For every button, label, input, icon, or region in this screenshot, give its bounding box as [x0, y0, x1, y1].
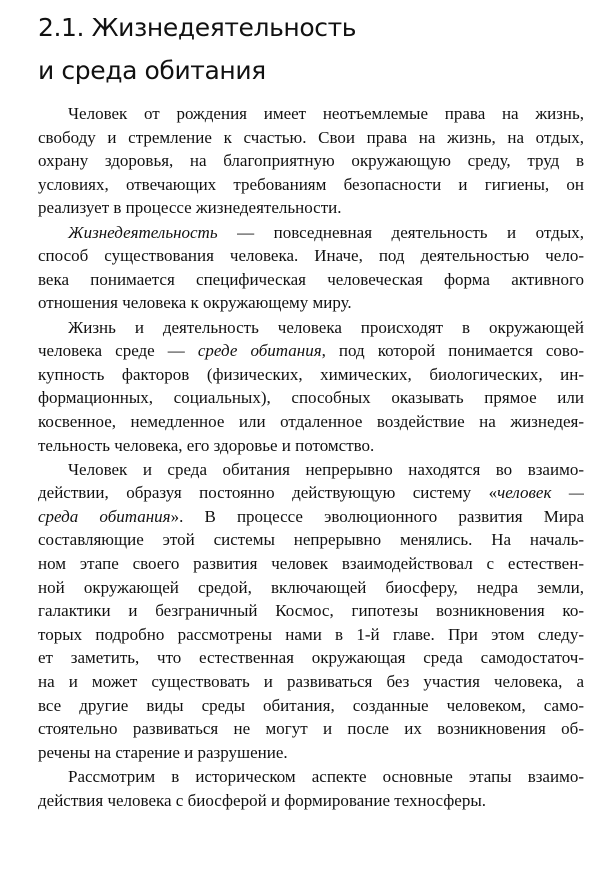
text-line: тельность человека, его здоровье и потомство. — [38, 435, 375, 455]
term-italic: человек — — [497, 483, 584, 503]
text-line: галактики и безграничный Космос, гипотезы возникновения ко- — [38, 601, 584, 621]
text-line: Жизнедеятельность — повседневная деятельность и отдых, — [68, 222, 584, 242]
section-title — [38, 6, 598, 92]
text-line: отношения человека к окружающему миру. — [38, 293, 352, 313]
text-line: стоятельно развиваться не могут и после их возникновения об- — [38, 719, 584, 739]
term-italic: среда обитания — [38, 506, 171, 526]
text-line: свободу и стремление к счастью. Свои права на жизнь, на отдых, — [38, 127, 584, 147]
text-line: действия человека с биосферой и формирование техносферы. — [38, 790, 486, 810]
text-line: Человек и среда обитания непрерывно находятся во взаимо- — [68, 459, 584, 479]
text-line: купность факторов (физических, химических, биологических, ин- — [38, 364, 584, 384]
text-line: века понимается специфическая человеческая форма активного — [38, 269, 584, 289]
text-line: ной окружающей средой, включающей биосферу, недра земли, — [38, 577, 584, 597]
text-line: человека среде — среде обитания, под которой понимается сово- — [38, 341, 584, 361]
text-line: косвенное, немедленное или отдаленное воздействие на жизнедея- — [38, 411, 584, 431]
text-line: среда обитания». В процессе эволюционного развития Мира — [38, 506, 584, 526]
text-line: на и может существовать и развиваться без участия человека, а — [38, 672, 584, 692]
paragraph-4 — [38, 458, 584, 765]
text-line: действии, образуя постоянно действующую систему «человек — — [38, 483, 584, 503]
text-line: реализует в процессе жизнедеятельности. — [38, 198, 342, 218]
text-line: ет заметить, что естественная окружающая среда самодостаточ- — [38, 648, 584, 668]
term-italic: Жизнедеятельность — [68, 222, 218, 242]
text-line: Рассмотрим в историческом аспекте основные этапы взаимо- — [68, 767, 584, 786]
text-line: ном этапе своего развития человек взаимодействовал с естествен- — [38, 554, 584, 574]
section-title-line-2: и среда обитания — [38, 56, 266, 85]
text-line: Жизнь и деятельность человека происходят в окружающей — [68, 317, 584, 337]
section-title-line-1: 2.1. Жизнедеятельность — [38, 13, 357, 42]
text-line: условиях, отвечающих требованиям безопасности и гигиены, он — [38, 174, 584, 194]
text-line: охрану здоровья, на благоприятную окружающую среду, труд в — [38, 151, 584, 171]
body-text — [38, 102, 584, 812]
paragraph-3 — [38, 316, 584, 458]
text-line: речены на старение и разрушение. — [38, 742, 288, 762]
paragraph-1 — [38, 102, 584, 220]
text-line: формационных, социальных), способных оказывать прямое или — [38, 388, 584, 408]
text-line: торых подробно рассмотрены нами в 1-й главе. При этом следу- — [38, 624, 584, 644]
text-line: способ существования человека. Иначе, под деятельностью чело- — [38, 246, 584, 266]
text-line: Человек от рождения имеет неотъемлемые права на жизнь, — [68, 104, 584, 123]
paragraph-2 — [38, 221, 584, 315]
paragraph-5 — [38, 765, 584, 812]
text-line: все другие виды среды обитания, созданные человеком, само- — [38, 695, 584, 715]
text-line: составляющие этой системы непрерывно менялись. На началь- — [38, 530, 584, 550]
term-italic: среде обитания — [197, 341, 322, 361]
